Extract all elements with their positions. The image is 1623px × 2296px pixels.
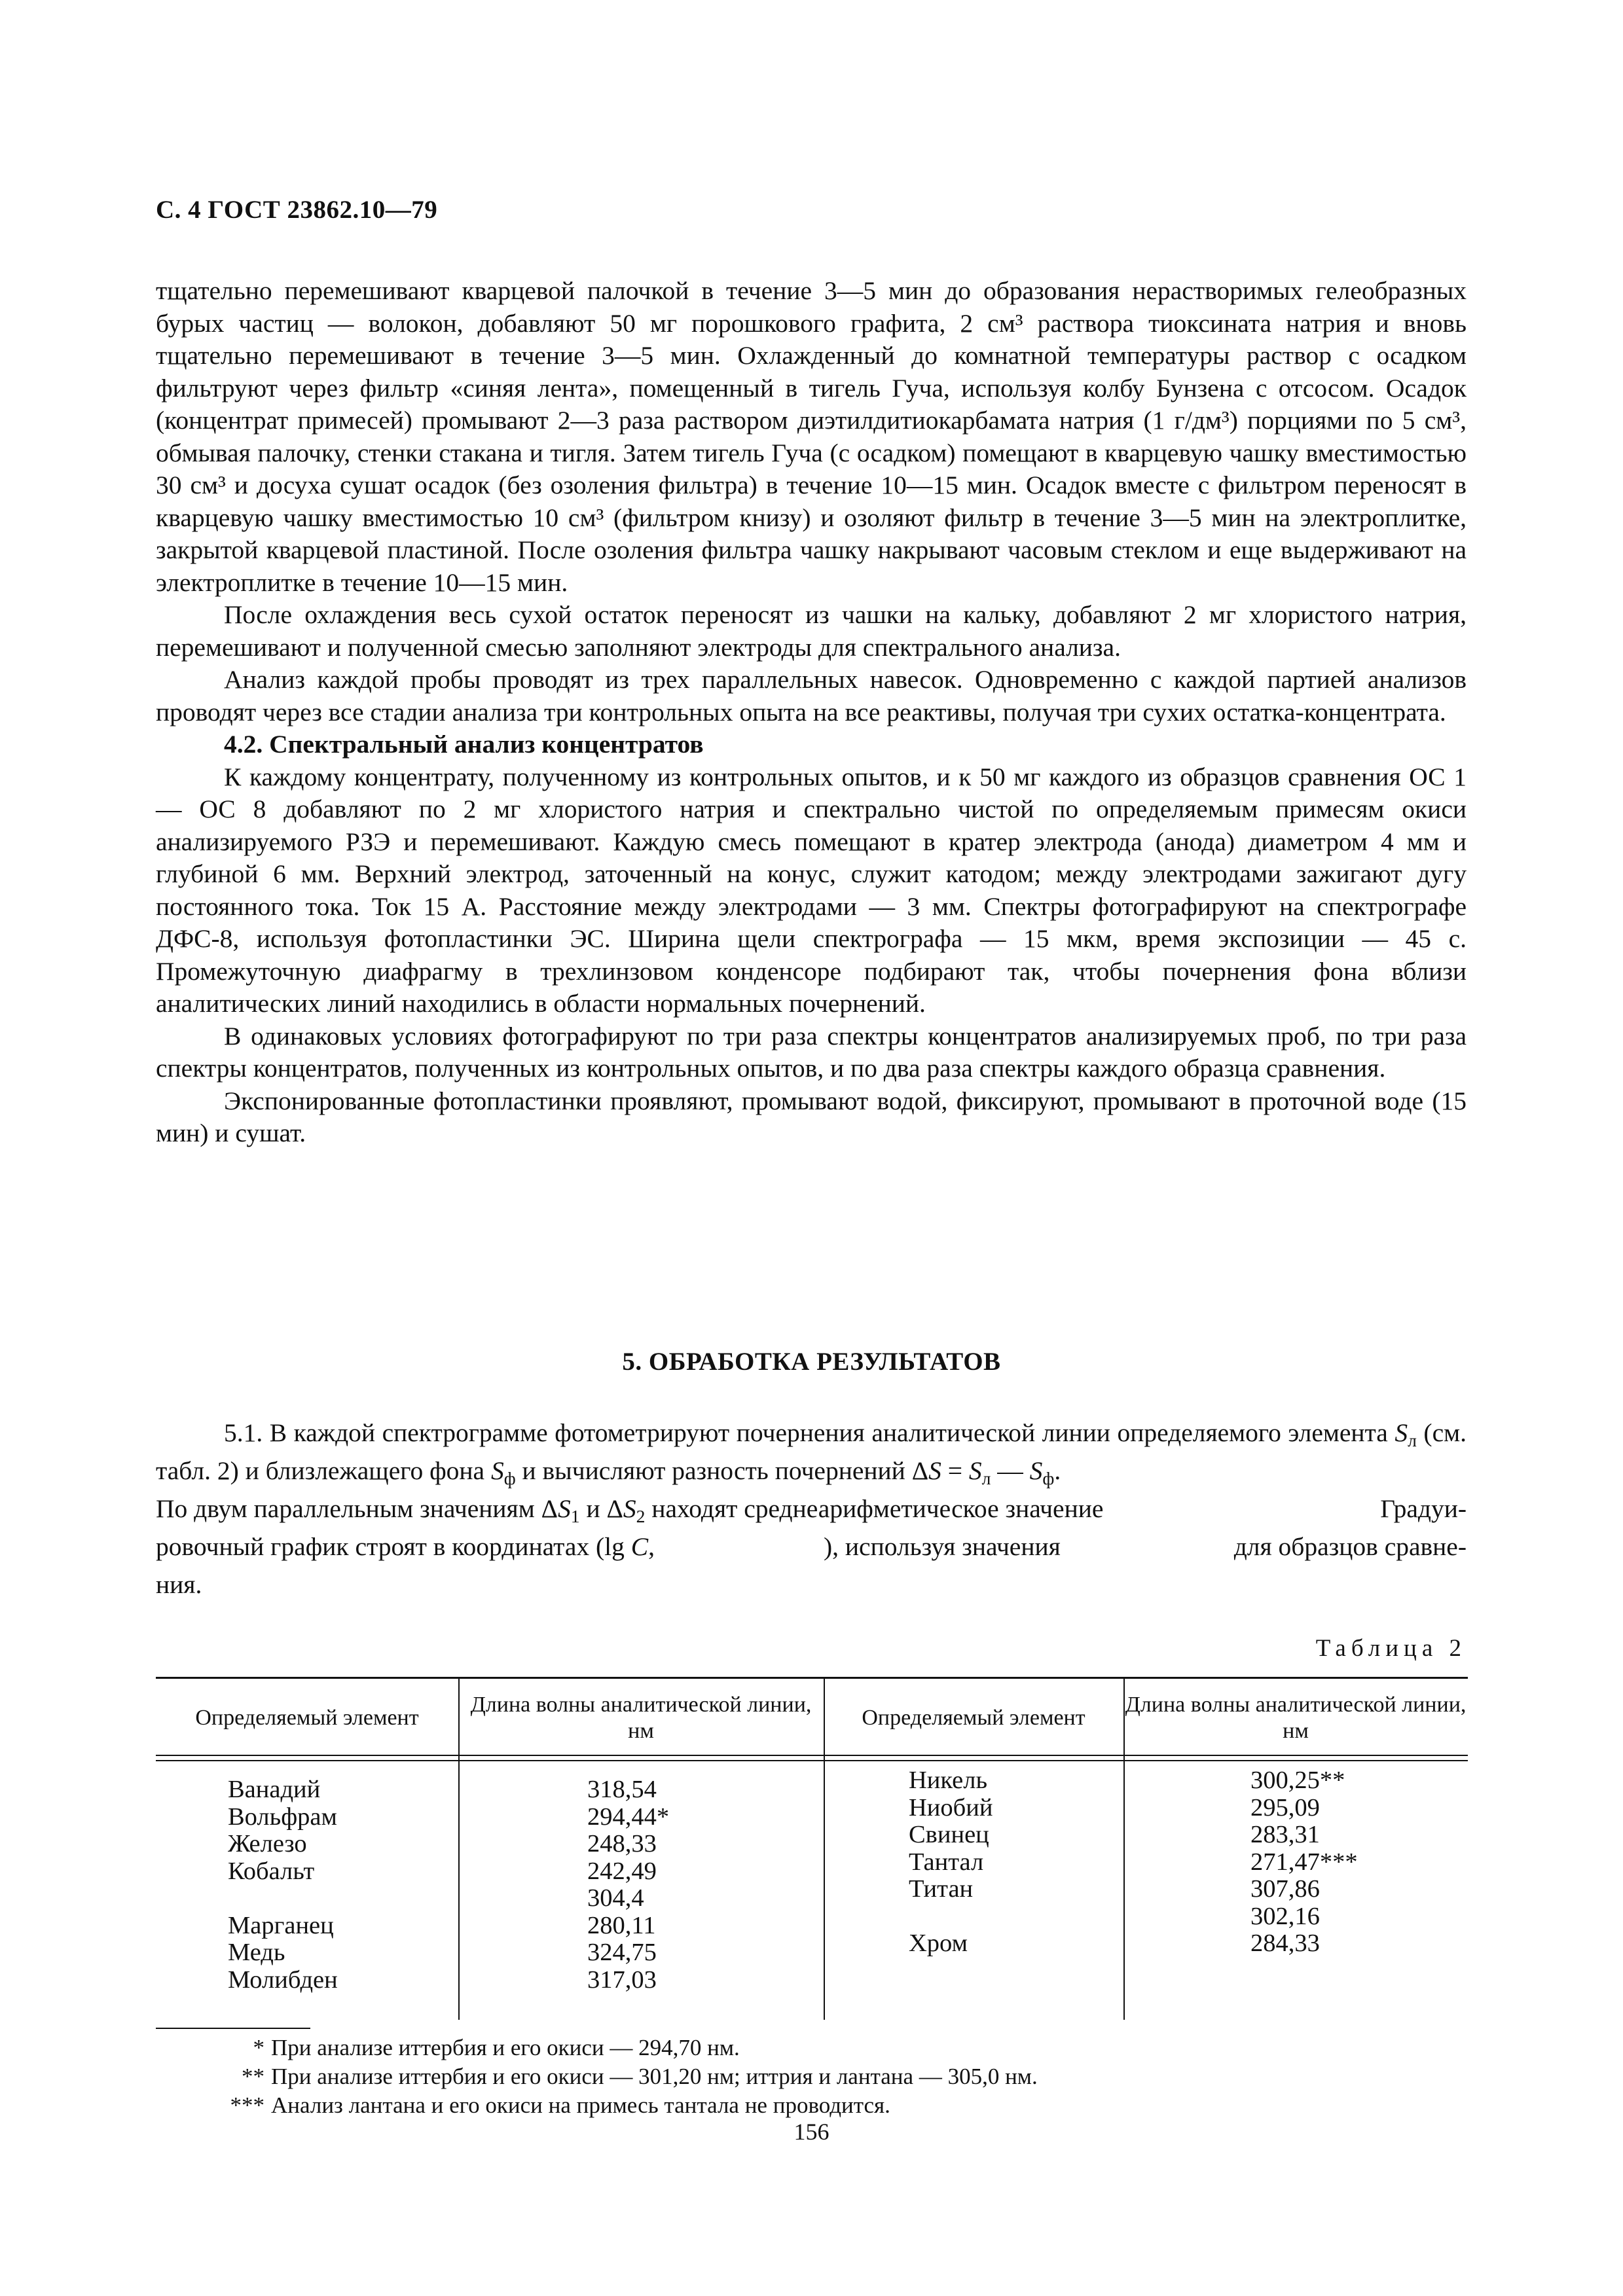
section-5-title: 5. ОБРАБОТКА РЕЗУЛЬТАТОВ (622, 1348, 1001, 1376)
table-header-element: Определяемый элемент (195, 1706, 419, 1730)
page-header: С. 4 ГОСТ 23862.10—79 (156, 196, 438, 224)
table-left-elements: Ванадий Вольфрам Железо Кобальт Марганец Медь Молибден (228, 1776, 338, 1994)
text-fragment: и (579, 1494, 607, 1523)
text-fragment: 5.1. В каждой спектрограмме фотометрируют почернения аналитической линии определяемого элемента (224, 1418, 1395, 1447)
body-top (156, 275, 1467, 1150)
section-5-text: 5.1. В каждой спектрограмме фотометрируют почернения аналитической линии определяемого элемента $S_л$ (см. табл. 2) и близлежащего фона $S_ф$ и вычисляют разность почернений $\Delta S = S_л$ — $S_ф$. По двум параллельным значениям $\Delta S_1$ и $\Delta S_2$ находят среднеарифметическое значение Градуи- ровочный график строят в координатах (lg C, ), используя значения для образцов сравне- ния. (156, 1414, 1467, 1604)
text-fragment: ровочный график строят в координатах (lg (156, 1532, 631, 1561)
table-caption: Таблица 2 (1315, 1635, 1467, 1662)
footnote-rule (156, 2028, 310, 2029)
table-2 (156, 1677, 1468, 2020)
table-header-rule (156, 1755, 1468, 1756)
table-header-element: Определяемый элемент (862, 1706, 1085, 1730)
table-header-wavelength: Длина волны аналитической линии, нм (1125, 1693, 1467, 1743)
table-header-wavelength: Длина волны аналитической линии, нм (470, 1693, 812, 1743)
subheading-4-2: 4.2. Спектральный анализ концентратов (224, 730, 704, 759)
table-right-wavelengths: 300,25** 295,09 283,31 271,47*** 307,86 302,16 284,33 (1250, 1767, 1358, 1957)
text-fragment: ), используя значения (824, 1532, 1061, 1561)
table-left-wavelengths: 318,54 294,44* 248,33 242,49 304,4 280,11 324,75 317,03 (587, 1776, 670, 1994)
paragraph: К каждому концентрату, полученному из контрольных опытов, и к 50 мг каждого из образцов сравнения ОС 1 — ОС 8 добавляют по 2 мг хлористого натрия и спектрально чистой по определяемым примесям окиси анализируемого РЗЭ и перемешивают. Каждую смесь помещают в кратер электрода (анода) диаметром 4 мм и глубиной 6 мм. Верхний электрод, заточенный на конус, служит катодом; между электродами зажигают дугу постоянного тока. Ток 15 А. Расстояние между электродами — 3 мм. Спектры фотографируют на спектрографе ДФС-8, используя фотопластинки ЭС. Ширина щели спектрографа — 15 мкм, время экспозиции — 45 с. Промежуточную диафрагму в трехлинзовом конденсоре подбирают так, чтобы почернения фона вблизи аналитических линий находились в области нормальных почернений. (156, 762, 1467, 1018)
paragraph: Экспонированные фотопластинки проявляют, промывают водой, фиксируют, промывают в проточной воде (15 мин) и сушат. (156, 1086, 1467, 1147)
table-right-elements: Никель Ниобий Свинец Тантал Титан Хром (909, 1767, 993, 1957)
table-top-rule (156, 1677, 1468, 1679)
footnote: *** Анализ лантана и его окиси на примесь тантала не проводится. (230, 2092, 890, 2118)
footnote: * При анализе иттербия и его окиси — 294,70 нм. (253, 2035, 740, 2060)
text-fragment: (см. табл. 2) и близлежащего фона (156, 1418, 1467, 1485)
paragraph: В одинаковых условиях фотографируют по три раза спектры концентратов анализируемых проб, по три раза спектры концентратов, полученных из контрольных опытов, и по два раза спектры каждого образца сравнения. (156, 1021, 1467, 1083)
page-number: 156 (793, 2119, 830, 2145)
paragraph: После охлаждения весь сухой остаток переносят из чашки на кальку, добавляют 2 мг хлористого натрия, перемешивают и полученной смесью заполняют электроды для спектрального анализа. (156, 600, 1467, 662)
footnote: ** При анализе иттербия и его окиси — 301,20 нм; иттрия и лантана — 305,0 нм. (242, 2064, 1038, 2089)
paragraph: тщательно перемешивают кварцевой палочкой в течение 3—5 мин до образования нерастворимых гелеобразных бурых частиц — волокон, добавляют 50 мг порошкового графита, 2 см³ раствора тиоксината натрия и вновь тщательно перемешивают в течение 3—5 мин. Охлажденный до комнатной температуры раствор с осадком фильтруют через фильтр «синяя лента», помещенный в тигель Гуча, используя колбу Бунзена с отсосом. Осадок (концентрат примесей) промывают 2—3 раза раствором диэтилдитиокарбамата натрия (1 г/дм³) порциями по 5 см³, обмывая палочку, стенки стакана и тигля. Затем тигель Гуча (с осадком) помещают в кварцевую чашку вместимостью 30 см³ и досуха сушат осадок (без озоления фильтра) в течение 10—15 мин. Осадок вместе с фильтром переносят в кварцевую чашку вместимостью 10 см³ (фильтром книзу) и озоляют фильтр в течение 3—5 мин на электроплитке, закрытой кварцевой пластиной. После озоления фильтра чашку накрывают часовым стеклом и еще выдерживают на электроплитке в течение 10—15 мин. (156, 276, 1467, 597)
table-header-rule (156, 1760, 1468, 1761)
text-fragment: находят среднеарифметическое значение (645, 1494, 1104, 1523)
paragraph: Анализ каждой пробы проводят из трех параллельных навесок. Одновременно с каждой партией анализов проводят через все стадии анализа три контрольных опыта на все реактивы, получая три сухих остатка-концентрата. (156, 665, 1467, 726)
footnotes (223, 2034, 1038, 2120)
text-fragment: Градуи- (1380, 1494, 1467, 1523)
text-fragment: для образцов сравне- (1233, 1532, 1467, 1561)
text-fragment: ния. (156, 1570, 202, 1599)
text-fragment: По двум параллельным значениям (156, 1494, 541, 1523)
text-fragment: и вычисляют разность почернений (515, 1456, 912, 1485)
